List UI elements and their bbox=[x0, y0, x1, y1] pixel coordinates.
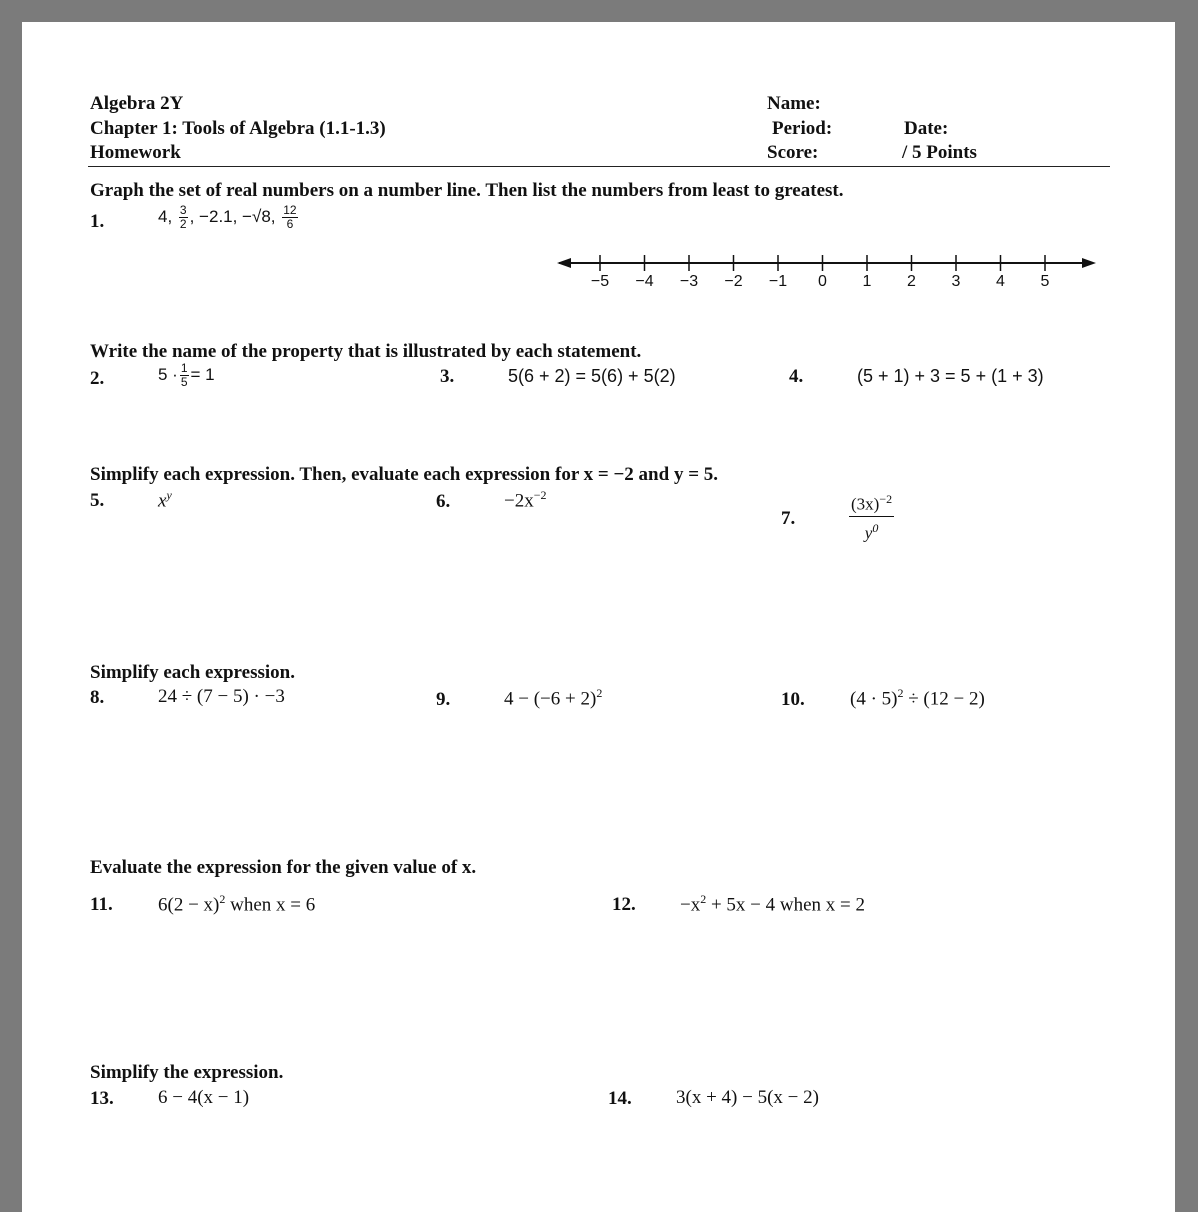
problem-5-number: 5. bbox=[90, 490, 105, 511]
problem-4-expression: (5 + 1) + 3 = 5 + (1 + 3) bbox=[857, 366, 1044, 386]
problem-11-expression bbox=[158, 892, 315, 916]
problem-2-expression bbox=[158, 362, 215, 389]
section-simplify-expression-instructions: Simplify the expression. bbox=[90, 1062, 284, 1083]
date-label: Date: bbox=[904, 118, 949, 139]
left-arrow-icon bbox=[557, 258, 571, 268]
number-line bbox=[555, 252, 1100, 274]
numerator bbox=[849, 488, 894, 517]
p2-part: = 1 bbox=[190, 364, 215, 384]
exponent: 2 bbox=[897, 686, 904, 700]
exponent: −2 bbox=[533, 488, 547, 502]
problem-6-expression bbox=[504, 488, 547, 512]
exponent: y bbox=[166, 488, 172, 502]
problem-13-number: 13. bbox=[90, 1088, 114, 1109]
base: −2x bbox=[504, 490, 534, 512]
problem-3-number: 3. bbox=[440, 366, 455, 387]
tick-label: 3 bbox=[951, 273, 961, 290]
denominator: 5 bbox=[180, 375, 188, 389]
assignment-type: Homework bbox=[90, 142, 181, 163]
base: x bbox=[158, 490, 167, 512]
p12-part: + 5x − 4 when x = 2 bbox=[706, 894, 866, 916]
exponent: 2 bbox=[700, 892, 707, 906]
problem-7-number: 7. bbox=[781, 508, 796, 529]
score-label: Score: bbox=[767, 142, 819, 163]
problem-3-expression: 5(6 + 2) = 5(6) + 5(2) bbox=[508, 366, 676, 386]
section-property-instructions: Write the name of the property that is illustrated by each statement. bbox=[90, 341, 642, 362]
problem-9-number: 9. bbox=[436, 689, 451, 710]
period-label: Period: bbox=[772, 118, 833, 139]
tick-label: −4 bbox=[635, 273, 654, 290]
name-label: Name: bbox=[767, 93, 821, 114]
problem-12-number: 12. bbox=[612, 894, 636, 915]
p1-part: , −2.1, −√8, bbox=[189, 206, 276, 226]
problem-10-number: 10. bbox=[781, 689, 805, 710]
problem-2-number: 2. bbox=[90, 368, 105, 389]
p10-part: ÷ (12 − 2) bbox=[903, 688, 985, 710]
points-label: / 5 Points bbox=[902, 142, 977, 163]
tick-label: 4 bbox=[996, 273, 1005, 290]
problem-14-expression: 3(x + 4) − 5(x − 2) bbox=[676, 1087, 819, 1108]
tick-label: −2 bbox=[724, 273, 743, 290]
problem-11-number: 11. bbox=[90, 894, 113, 915]
problem-7-expression bbox=[847, 488, 896, 544]
fraction-1-5 bbox=[180, 362, 189, 389]
problem-4-number: 4. bbox=[789, 366, 804, 387]
p10-part: (4 · 5) bbox=[850, 688, 898, 710]
tick-label: 5 bbox=[1040, 273, 1050, 290]
problem-1-number: 1. bbox=[90, 211, 105, 232]
header-divider bbox=[88, 166, 1110, 167]
denominator: 2 bbox=[179, 217, 187, 231]
p2-part: 5 · bbox=[158, 364, 178, 384]
problem-1-expression bbox=[158, 204, 300, 231]
exponent: 2 bbox=[596, 686, 603, 700]
numer-base: (3x) bbox=[851, 494, 880, 514]
fraction-12-6 bbox=[282, 204, 297, 231]
p11-part: when x = 6 bbox=[225, 894, 316, 916]
problem-8-number: 8. bbox=[90, 687, 105, 708]
tick-label: −5 bbox=[590, 273, 610, 290]
fraction bbox=[849, 488, 894, 544]
fraction-3-2 bbox=[179, 204, 188, 231]
right-arrow-icon bbox=[1082, 258, 1096, 268]
p11-part: 6(2 − x) bbox=[158, 894, 220, 916]
p1-part: 4, bbox=[158, 206, 173, 226]
tick-label: −3 bbox=[679, 273, 699, 290]
section-graph-instructions: Graph the set of real numbers on a number line. Then list the numbers from least to greatest. bbox=[90, 180, 844, 201]
chapter-title: Chapter 1: Tools of Algebra (1.1-1.3) bbox=[90, 118, 386, 139]
problem-8-expression: 24 ÷ (7 − 5) · −3 bbox=[158, 686, 285, 707]
numerator: 1 bbox=[180, 361, 188, 375]
p9-part: 4 − (−6 + 2) bbox=[504, 688, 597, 710]
problem-10-expression bbox=[850, 686, 985, 710]
course-title: Algebra 2Y bbox=[90, 93, 184, 114]
section-given-value-instructions: Evaluate the expression for the given value of x. bbox=[90, 857, 477, 878]
exponent: 2 bbox=[219, 892, 226, 906]
denom-base: y bbox=[864, 523, 873, 543]
section-simplify-instructions: Simplify each expression. bbox=[90, 662, 295, 683]
problem-5-expression bbox=[158, 488, 172, 512]
tick-label: 1 bbox=[862, 273, 872, 290]
p12-part: −x bbox=[680, 894, 701, 916]
numerator: 12 bbox=[283, 203, 297, 217]
section-evaluate-instructions: Simplify each expression. Then, evaluate each expression for x = −2 and y = 5. bbox=[90, 464, 719, 485]
tick-label: −1 bbox=[768, 273, 788, 290]
tick-label: 2 bbox=[907, 273, 916, 290]
problem-12-expression bbox=[680, 892, 865, 916]
exponent: −2 bbox=[879, 492, 893, 506]
numerator: 3 bbox=[179, 203, 187, 217]
exponent: 0 bbox=[872, 520, 879, 535]
problem-9-expression bbox=[504, 686, 602, 710]
tick-label: 0 bbox=[818, 273, 827, 290]
denominator bbox=[849, 517, 894, 545]
denominator: 6 bbox=[286, 217, 294, 231]
problem-13-expression: 6 − 4(x − 1) bbox=[158, 1087, 250, 1108]
problem-14-number: 14. bbox=[608, 1088, 632, 1109]
problem-6-number: 6. bbox=[436, 491, 451, 512]
